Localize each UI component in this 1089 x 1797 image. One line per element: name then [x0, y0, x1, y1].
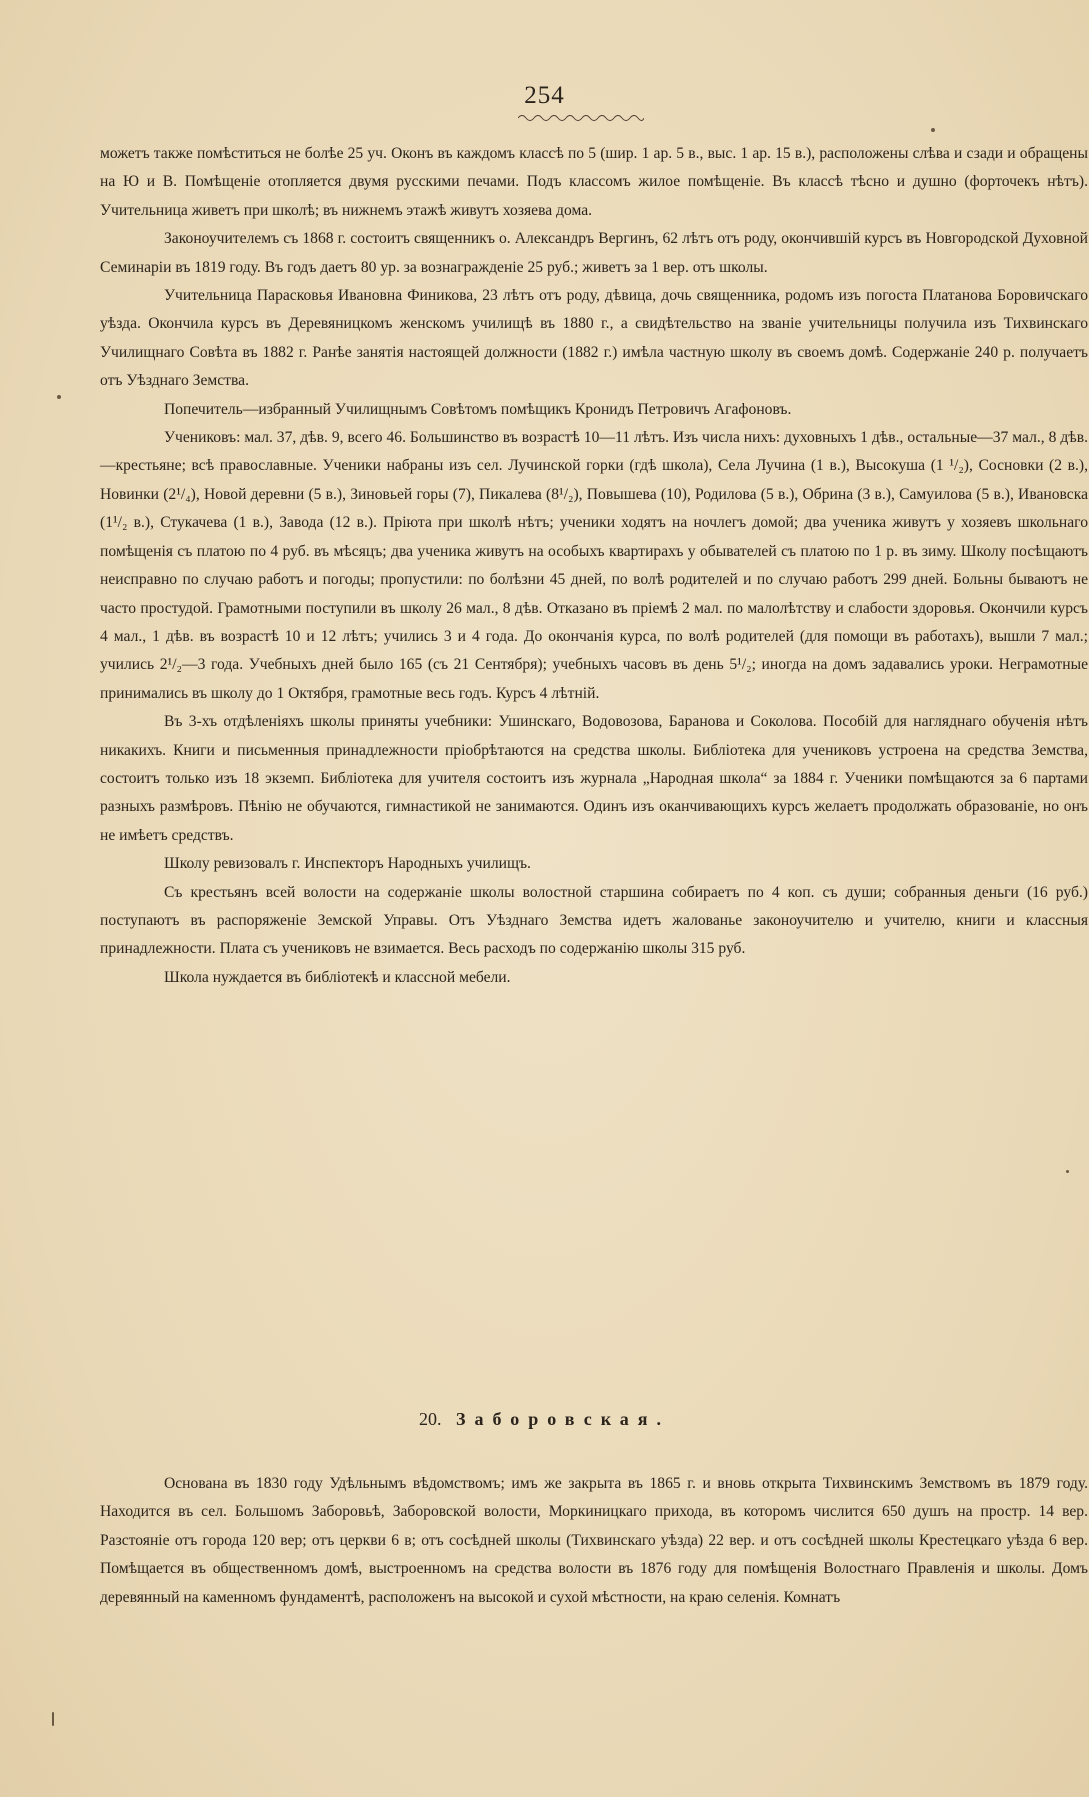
- paragraph-inspection: Школу ревизовалъ г. Инспекторъ Народныхъ училищъ.: [164, 855, 531, 873]
- paragraph-law-teacher: Законоучителемъ съ 1868 г. состоитъ священникъ о. Александръ Вергинъ, 62 лѣтъ отъ роду, окончившій курсъ въ Новгородской Духовной Семинаріи въ 1819 году. Въ годъ даетъ 80 ур. за вознагражденіе 25 руб.; живетъ за 1 вер. отъ школы.: [100, 230, 1088, 276]
- ink-speck: [1066, 1170, 1069, 1173]
- section-heading: [0, 1406, 1089, 1432]
- page-number: 254: [524, 82, 565, 109]
- section-title: Заборовская.: [455, 1409, 671, 1429]
- paragraph-classroom: можетъ также помѣститься не болѣе 25 уч. Оконъ въ каждомъ классѣ по 5 (шир. 1 ар. 5 в., выс. 1 ар. 15 в.), расположены слѣва и сзади и обращены на Ю и В. Помѣщеніе отопляется двумя русскими печами. Подъ классомъ жилое помѣщеніе. Въ классѣ тѣсно и душно (форточекъ нѣтъ). Учительница живетъ при школѣ; въ нижнемъ этажѣ живутъ хозяева дома.: [100, 145, 1088, 219]
- paragraph-pupils: Учениковъ: мал. 37, дѣв. 9, всего 46. Большинство въ возрастѣ 10—11 лѣтъ. Изъ числа нихъ: духовныхъ 1 дѣв., остальные—37 мал., 8 дѣв.—крестьяне; всѣ православные. Ученики набраны изъ сел. Лучинской горки (гдѣ школа), Села Лучина (1 в.), Высокуша (1 ¹/₂), Сосновки (2 в.), Новинки (2¹/₄), Новой деревни (5 в.), Зиновьей горы (7), Пикалева (8¹/₂), Повышева (10), Родилова (5 в.), Обрина (3 в.), Самуилова (5 в.), Ивановска (1¹/₂ в.), Стукачева (1 в.), Завода (12 в.). Пріюта при школѣ нѣтъ; ученики ходятъ на ночлегъ домой; два ученика живутъ у хозяевъ школьнаго помѣщенія съ платою по 4 руб. въ мѣсяцъ; два ученика живутъ на особыхъ квартирахъ у обывателей съ платою по 1 р. въ зиму. Школу посѣщаютъ неисправно по случаю работъ и погоды; пропустили: по болѣзни 45 дней, по волѣ родителей и по случаю работъ 299 дней. Больны бываютъ не часто простудой. Грамотными поступили въ школу 26 мал., 8 дѣв. Отказано въ пріемѣ 2 мал. по малолѣтству и слабости здоровья. Окончили курсъ 4 мал., 1 дѣв. въ возрастѣ 10 и 12 лѣтъ; учились 3 и 4 года. До окончанія курса, по волѣ родителей (для помощи въ работахъ), вышли 7 мал.; учились 2¹/₂—3 года. Учебныхъ дней было 165 (съ 21 Сентября); учебныхъ часовъ въ день 5¹/₂; иногда на домъ задавались уроки. Неграмотные принимались въ школу до 1 Октября, грамотные весь годъ. Курсъ 4 лѣтній.: [100, 429, 1088, 702]
- paragraph-funding: Съ крестьянъ всей волости на содержаніе школы волостной старшина собираетъ по 4 коп. съ души; собранныя деньги (16 руб.) поступаютъ въ распоряженіе Земской Управы. Отъ Уѣзднаго Земства идетъ жалованье законоучителю и учителю, книги и классныя принадлежности. Плата съ учениковъ не взимается. Весь расходъ по содержанію школы 315 руб.: [100, 883, 1088, 958]
- paragraph-textbooks: Въ 3-хъ отдѣленіяхъ школы приняты учебники: Ушинскаго, Водовозова, Баранова и Соколова. Пособій для нагляднаго обученія нѣтъ никакихъ. Книги и письменныя принадлежности пріобрѣтаются на средства школы. Библіотека для учениковъ устроена на средства Земства, состоитъ только изъ 18 экземп. Библіотека для учителя состоитъ изъ журнала „Народная школа“ за 1884 г. Ученики помѣщаются за 6 партами разныхъ размѣровъ. Пѣнію не обучаются, гимнастикой не занимаются. Одинъ изъ оканчивающихъ курсъ желаетъ продолжать образованіе, но онъ не имѣетъ средствъ.: [100, 713, 1088, 844]
- paragraph-needs: Школа нуждается въ библіотекѣ и классной мебели.: [164, 968, 511, 986]
- paragraph-founding: Основана въ 1830 году Удѣльнымъ вѣдомствомъ; имъ же закрыта въ 1865 г. и вновь открыта Тихвинскимъ Земствомъ въ 1879 году. Находится въ сел. Большомъ Заборовьѣ, Заборовской волости, Моркиницкаго прихода, въ которомъ числится 650 душъ на простр. 14 вер. Разстояніе отъ города 120 вер; отъ церкви 6 в; отъ сосѣдней школы (Тихвинскаго уѣзда) 22 вер. и отъ сосѣдней школы Крестецкаго уѣзда 6 вер. Помѣщается въ общественномъ домѣ, выстроенномъ на средства волости въ 1876 году для помѣщенія Волостнаго Правленія и школы. Домъ деревянный на каменномъ фундаментѣ, расположенъ на высокой и сухой мѣстности, на краю селенія. Комнатъ: [100, 1475, 1088, 1606]
- section-text: [100, 1470, 1088, 1612]
- paragraph-teacher: Учительница Парасковья Ивановна Финикова, 23 лѣтъ отъ роду, дѣвица, дочь священника, родомъ изъ погоста Платанова Боровичскаго уѣзда. Окончила курсъ въ Деревяницкомъ женскомъ училищѣ въ 1880 г., а свидѣтельство на званіе учительницы получила изъ Тихвинскаго Училищнаго Совѣта въ 1882 г. Ранѣе занятія настоящей должности (1882 г.) имѣла частную школу въ своемъ домѣ. Содержаніе 240 р. получаетъ отъ Уѣзднаго Земства.: [100, 287, 1088, 390]
- ink-speck: [931, 128, 935, 132]
- ink-speck: [57, 395, 61, 399]
- decorative-wave-rule: [518, 112, 644, 122]
- main-text: [100, 140, 1088, 992]
- paragraph-trustee: Попечитель—избранный Училищнымъ Совѣтомъ помѣщикъ Кронидъ Петровичъ Агафоновъ.: [164, 400, 792, 418]
- section-number: 20.: [418, 1409, 442, 1429]
- ink-speck: [52, 1712, 54, 1726]
